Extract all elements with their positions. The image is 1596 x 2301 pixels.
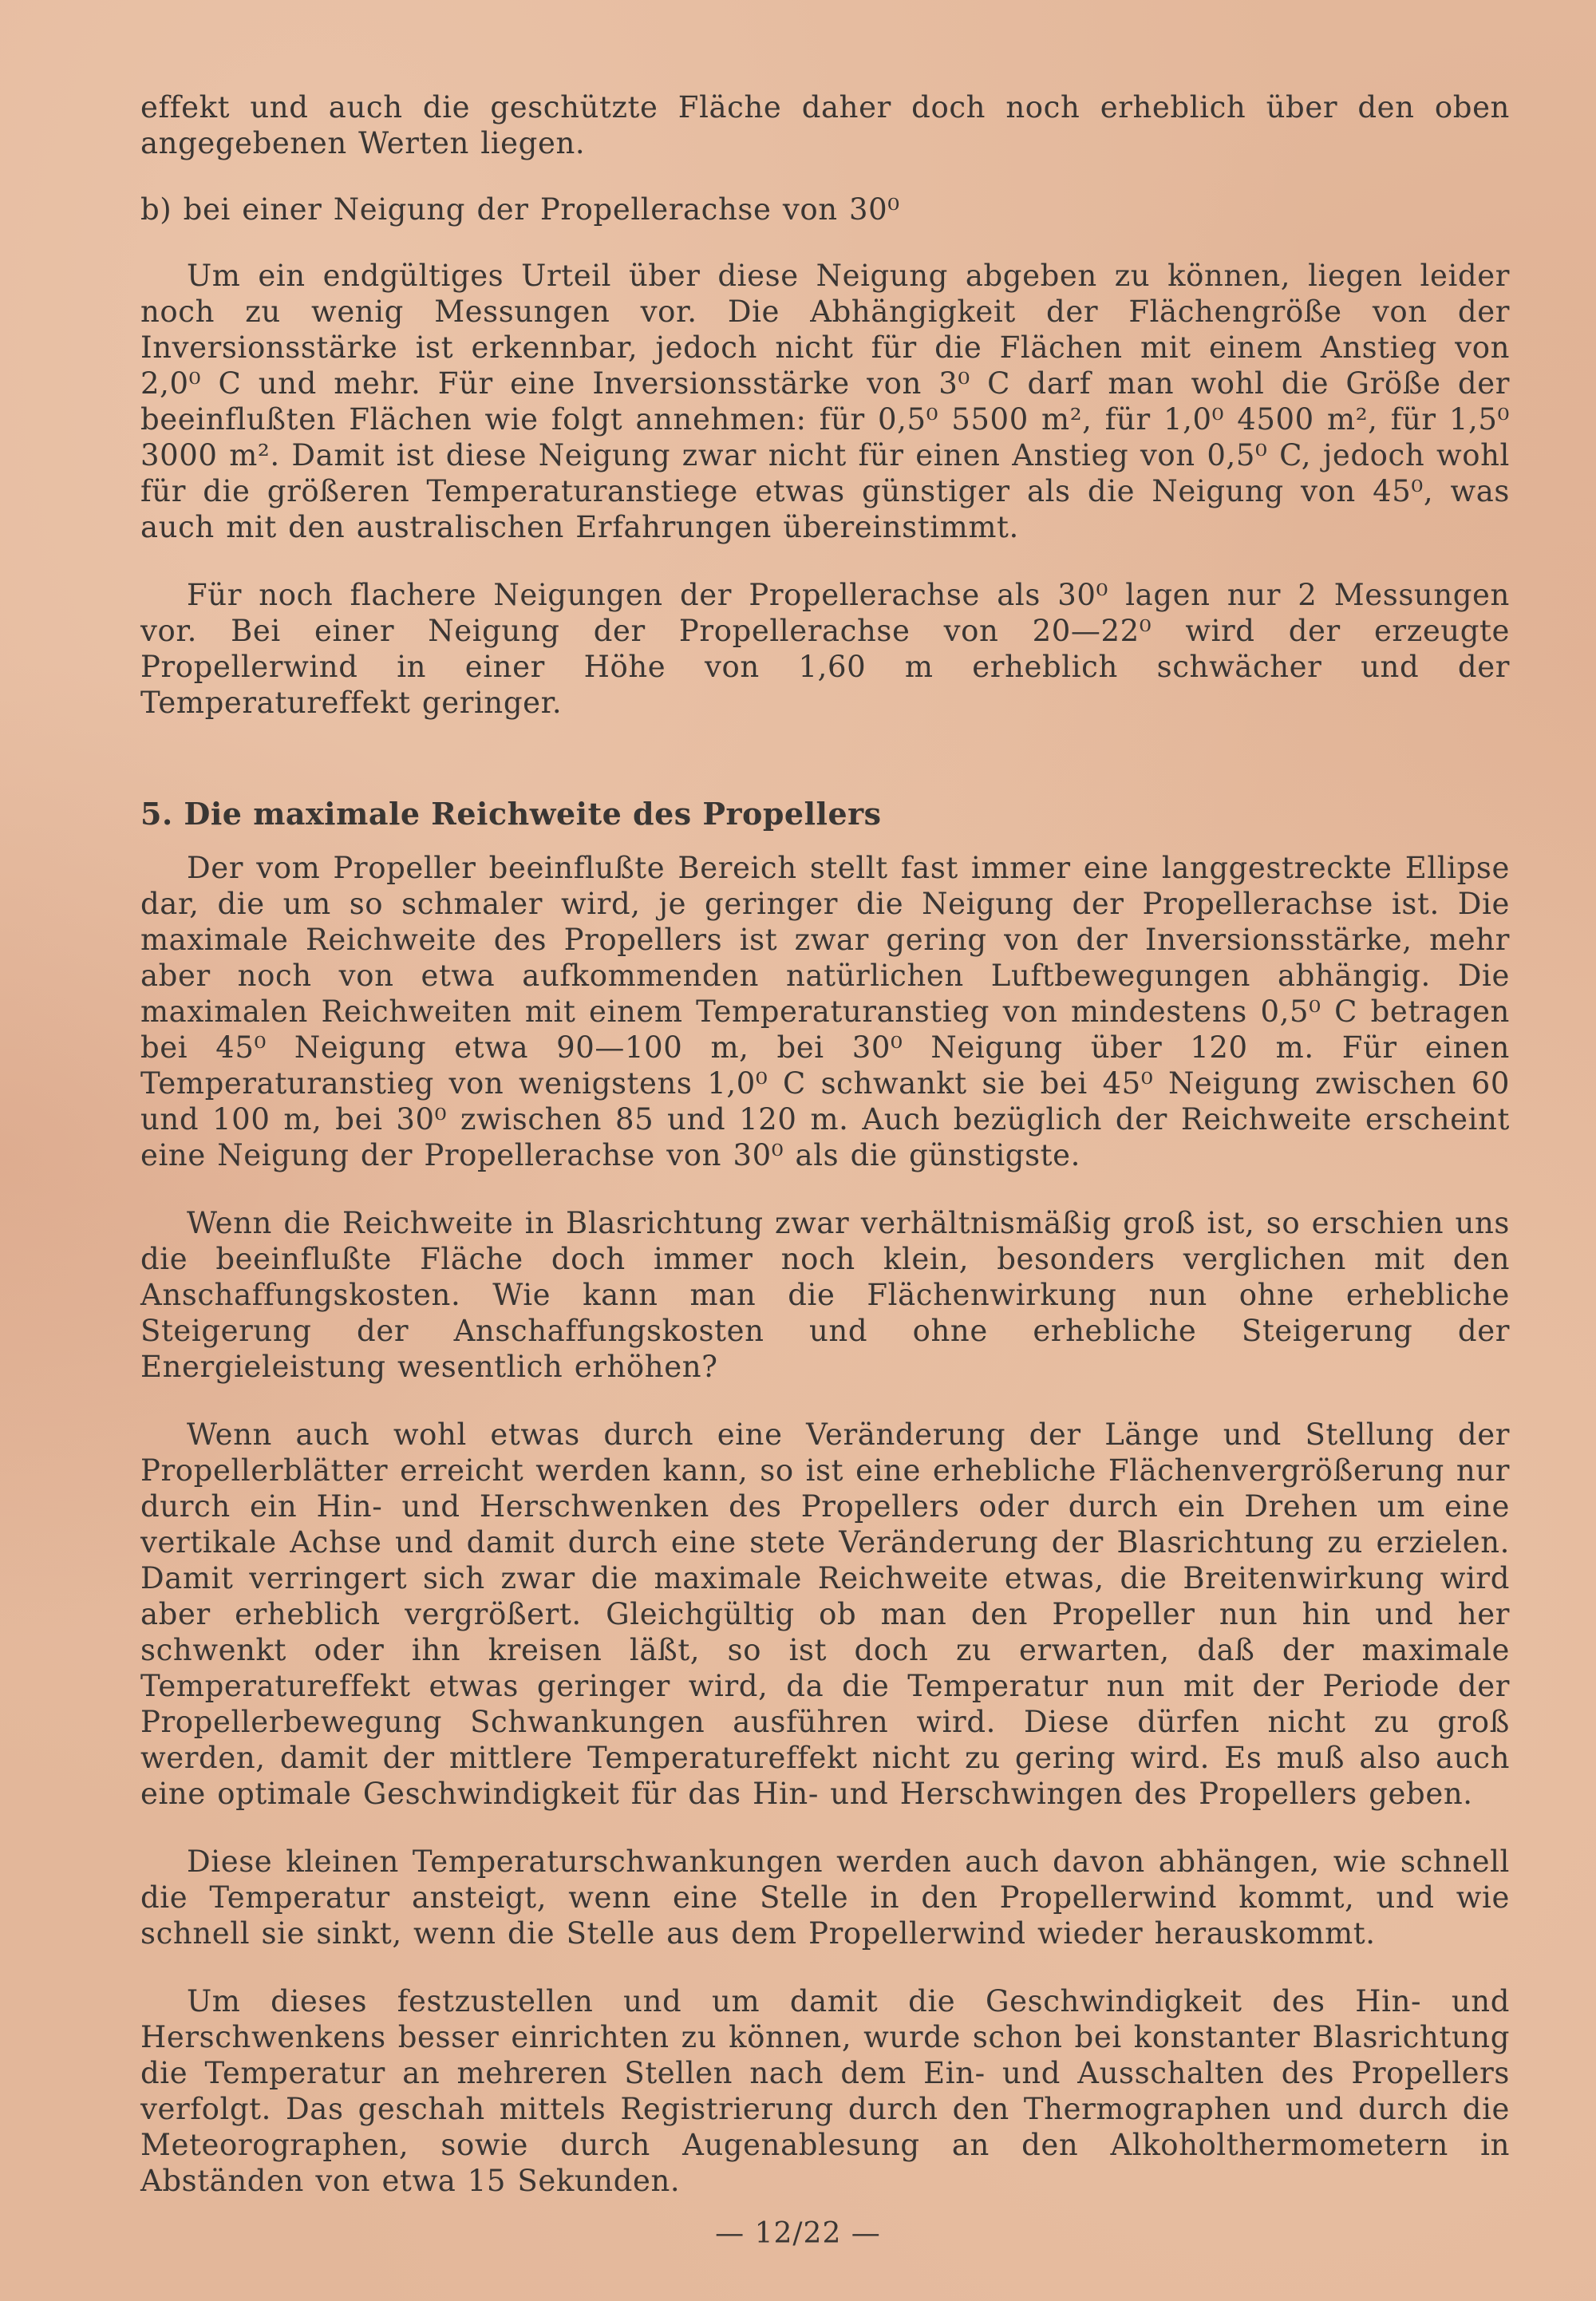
paragraph-7: Wenn auch wohl etwas durch eine Veränderung der Länge und Stellung der Propellerblätter erreicht werden kann, so ist eine erhebliche Flächenvergrößerung nur durch ein Hin- und Herschwenken des Propellers oder durch ein Drehen um eine vertikale Achse und damit durch eine stete Veränderung der Blasrichtung zu erzielen. Damit verringert sich zwar die maximale Reichweite etwas, die Breitenwirkung wird aber erheblich vergrößert. Gleichgültig ob man den Propeller nun hin und her schwenkt oder ihn kreisen läßt, so ist doch zu erwarten, daß der maximale Temperatureffekt etwas geringer wird, da die Temperatur nun mit der Periode der Propellerbewegung Schwankungen ausführen wird. Diese dürfen nicht zu groß werden, damit der mittlere Temperatureffekt nicht zu gering wird. Es muß also auch eine optimale Geschwindigkeit für das Hin- und Herschwingen des Propellers geben. (140, 1417, 1510, 1811)
paragraph-3: Um ein endgültiges Urteil über diese Neigung abgeben zu können, liegen leider noch zu wenig Messungen vor. Die Abhängigkeit der Flächengröße von der Inversionsstärke ist erkennbar, jedoch nicht für die Flächen mit einem Anstieg von 2,0⁰ C und mehr. Für eine Inversionsstärke von 3⁰ C darf man wohl die Größe der beeinflußten Flächen wie folgt annehmen: für 0,5⁰ 5500 m², für 1,0⁰ 4500 m², für 1,5⁰ 3000 m². Damit ist diese Neigung zwar nicht für einen Anstieg von 0,5⁰ C, jedoch wohl für die größeren Temperaturanstiege etwas günstiger als die Neigung von 45⁰, was auch mit den australischen Erfahrungen übereinstimmt. (140, 259, 1510, 544)
page-number: — 12/22 — (715, 2217, 881, 2250)
paragraph-4: Für noch flachere Neigungen der Propellerachse als 30⁰ lagen nur 2 Messungen vor. Bei einer Neigung der Propellerachse von 20—22⁰ wird der erzeugte Propellerwind in einer Höhe von 1,60 m erheblich schwächer und der Temperatureffekt geringer. (140, 578, 1510, 720)
paragraph-5: Der vom Propeller beeinflußte Bereich stellt fast immer eine langgestreckte Ellipse dar, die um so schmaler wird, je geringer die Neigung der Propellerachse ist. Die maximale Reichweite des Propellers ist zwar gering von der Inversionsstärke, mehr aber noch von etwa aufkommenden natürlichen Luftbewegungen abhängig. Die maximalen Reichweiten mit einem Temperaturanstieg von mindestens 0,5⁰ C betragen bei 45⁰ Neigung etwa 90—100 m, bei 30⁰ Neigung über 120 m. Für einen Temperaturanstieg von wenigstens 1,0⁰ C schwankt sie bei 45⁰ Neigung zwischen 60 und 100 m, bei 30⁰ zwischen 85 und 120 m. Auch bezüglich der Reichweite erscheint eine Neigung der Propellerachse von 30⁰ als die günstigste. (140, 851, 1510, 1172)
paragraph-8: Diese kleinen Temperaturschwankungen werden auch davon abhängen, wie schnell die Temperatur ansteigt, wenn eine Stelle in den Propellerwind kommt, und wie schnell sie sinkt, wenn die Stelle aus dem Propellerwind wieder herauskommt. (140, 1844, 1510, 1951)
paragraph-1: effekt und auch die geschützte Fläche daher doch noch erheblich über den oben angegebenen Werten liegen. (140, 90, 1510, 160)
paragraph-6: Wenn die Reichweite in Blasrichtung zwar verhältnismäßig groß ist, so erschien uns die beeinflußte Fläche doch immer noch klein, besonders verglichen mit den Anschaffungskosten. Wie kann man die Flächenwirkung nun ohne erhebliche Steigerung der Anschaffungskosten und ohne erhebliche Steigerung der Energieleistung wesentlich erhöhen? (140, 1206, 1510, 1384)
section-heading: 5. Die maximale Reichweite des Propellers (140, 796, 882, 832)
page-body (140, 89, 1510, 2199)
paragraph-9: Um dieses festzustellen und um damit die Geschwindigkeit des Hin- und Herschwenkens besser einrichten zu können, wurde schon bei konstanter Blasrichtung die Temperatur an mehreren Stellen nach dem Ein- und Ausschalten des Propellers verfolgt. Das geschah mittels Registrierung durch den Thermographen und durch die Meteorographen, sowie durch Augenablesung an den Alkoholthermometern in Abständen von etwa 15 Sekunden. (140, 1984, 1510, 2198)
subsection-b-label: b) bei einer Neigung der Propellerachse von 30⁰ (140, 192, 900, 227)
